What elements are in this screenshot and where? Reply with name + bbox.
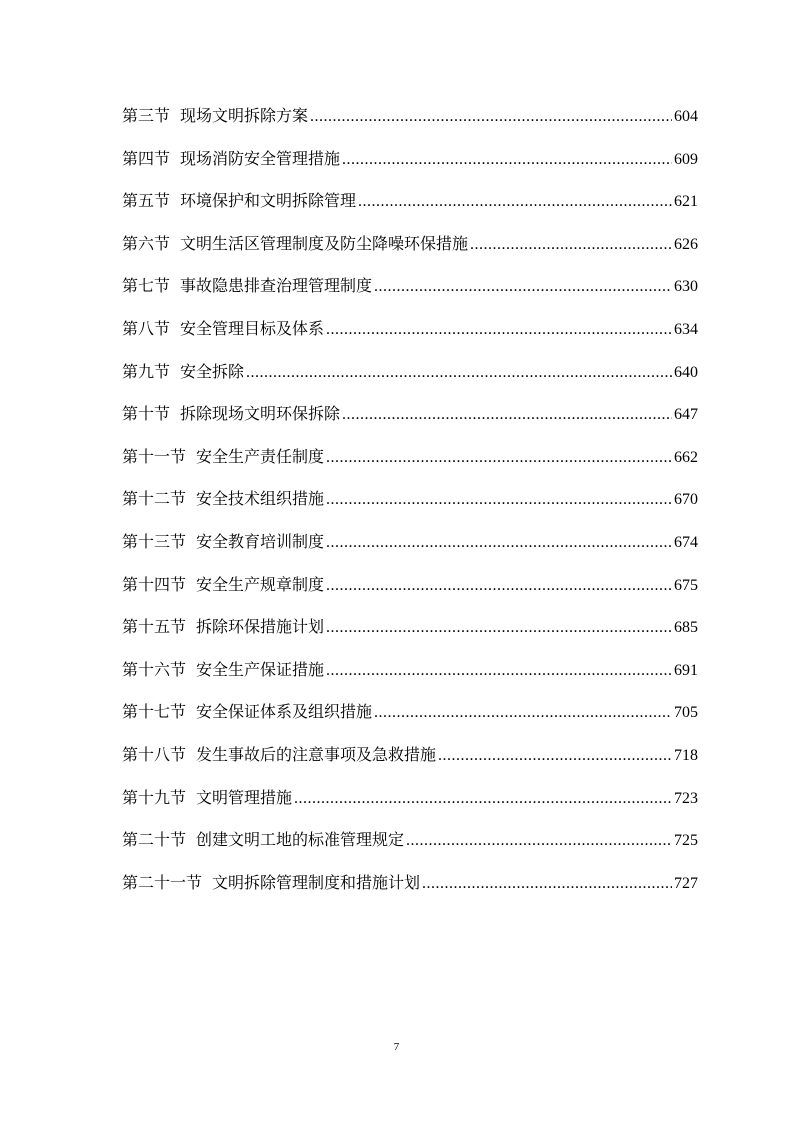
toc-section-number: 第十五节: [122, 617, 187, 637]
toc-section-title: 拆除现场文明环保拆除: [180, 404, 341, 424]
toc-section-title: 文明管理措施: [196, 787, 293, 807]
toc-section-title: 安全拆除: [180, 361, 245, 381]
toc-section-title: 安全管理目标及体系: [180, 318, 325, 338]
toc-page-number: 727: [674, 874, 698, 892]
toc-entry[interactable]: [122, 700, 698, 743]
toc-dot-leader: [246, 361, 672, 385]
toc-dot-leader: [358, 190, 672, 214]
toc-dot-leader: [406, 829, 672, 853]
toc-dot-leader: [422, 872, 672, 896]
toc-section-number: 第五节: [122, 191, 171, 211]
toc-entry[interactable]: [122, 317, 698, 360]
toc-page-number: 630: [674, 278, 698, 296]
toc-section-number: 第十九节: [122, 787, 187, 807]
toc-entry[interactable]: [122, 615, 698, 658]
toc-dot-leader: [326, 446, 672, 470]
toc-section-title: 安全教育培训制度: [196, 531, 325, 551]
toc-page-number: 718: [674, 746, 698, 764]
toc-page-number: 675: [674, 576, 698, 594]
toc-dot-leader: [438, 744, 672, 768]
toc-page-number: 723: [674, 789, 698, 807]
toc-entry[interactable]: [122, 573, 698, 616]
footer-page-number: 7: [393, 1041, 400, 1053]
toc-entry[interactable]: [122, 871, 698, 914]
toc-page-number: 662: [674, 448, 698, 466]
toc-page-number: 685: [674, 619, 698, 637]
toc-page-number: 621: [674, 193, 698, 211]
toc-dot-leader: [374, 701, 672, 725]
toc-page-number: 674: [674, 533, 698, 551]
toc-entry[interactable]: [122, 147, 698, 190]
toc-section-title: 安全生产保证措施: [196, 659, 325, 679]
toc-page-number: 691: [674, 661, 698, 679]
toc-section-title: 发生事故后的注意事项及急救措施: [196, 744, 437, 764]
toc-section-number: 第十二节: [122, 489, 187, 509]
toc-section-title: 安全生产责任制度: [196, 446, 325, 466]
toc-section-title: 安全保证体系及组织措施: [196, 702, 373, 722]
toc-section-number: 第十七节: [122, 702, 187, 722]
toc-dot-leader: [342, 148, 672, 172]
toc-page-number: 609: [674, 150, 698, 168]
toc-entry[interactable]: [122, 828, 698, 871]
toc-entry[interactable]: [122, 658, 698, 701]
toc-dot-leader: [310, 105, 672, 129]
toc-section-number: 第二十节: [122, 830, 187, 850]
toc-dot-leader: [326, 574, 672, 598]
toc-entry[interactable]: [122, 530, 698, 573]
toc-entry[interactable]: [122, 189, 698, 232]
toc-section-number: 第十四节: [122, 574, 187, 594]
toc-dot-leader: [326, 531, 672, 555]
toc-section-number: 第二十一节: [122, 872, 203, 892]
toc-entry[interactable]: [122, 232, 698, 275]
toc-section-title: 环境保护和文明拆除管理: [180, 191, 357, 211]
toc-section-number: 第三节: [122, 106, 171, 125]
toc-section-title: 安全技术组织措施: [196, 489, 325, 509]
table-of-contents: [122, 104, 698, 913]
toc-entry[interactable]: [122, 786, 698, 829]
toc-section-number: 第十三节: [122, 531, 187, 551]
toc-section-title: 文明生活区管理制度及防尘降噪环保措施: [180, 233, 469, 253]
toc-section-title: 拆除环保措施计划: [196, 617, 325, 637]
toc-entry[interactable]: [122, 487, 698, 530]
toc-dot-leader: [326, 488, 672, 512]
toc-page-number: 647: [674, 406, 698, 424]
toc-section-number: 第八节: [122, 318, 171, 338]
toc-section-number: 第十一节: [122, 446, 187, 466]
toc-section-number: 第四节: [122, 148, 171, 168]
toc-page-number: 640: [674, 363, 698, 381]
toc-section-title: 现场消防安全管理措施: [180, 148, 341, 168]
toc-entry[interactable]: [122, 104, 698, 147]
toc-dot-leader: [374, 275, 672, 299]
toc-dot-leader: [326, 659, 672, 683]
toc-dot-leader: [326, 616, 672, 640]
toc-section-title: 事故隐患排查治理管理制度: [180, 276, 373, 296]
toc-section-title: 安全生产规章制度: [196, 574, 325, 594]
toc-entry[interactable]: [122, 402, 698, 445]
toc-page-number: 725: [674, 832, 698, 850]
toc-section-number: 第十六节: [122, 659, 187, 679]
toc-section-number: 第十节: [122, 404, 171, 424]
toc-section-number: 第九节: [122, 361, 171, 381]
toc-dot-leader: [470, 233, 672, 257]
toc-section-number: 第七节: [122, 276, 171, 296]
toc-entry[interactable]: [122, 360, 698, 403]
toc-dot-leader: [342, 403, 672, 427]
toc-page-number: 705: [674, 704, 698, 722]
toc-dot-leader: [326, 318, 672, 342]
toc-page-number: 634: [674, 320, 698, 338]
toc-entry[interactable]: [122, 743, 698, 786]
toc-page-number: 626: [674, 235, 698, 253]
toc-page-number: 670: [674, 491, 698, 509]
toc-page-number: 604: [674, 108, 698, 125]
toc-section-title: 现场文明拆除方案: [180, 106, 309, 125]
toc-section-title: 创建文明工地的标准管理规定: [196, 830, 405, 850]
toc-section-number: 第六节: [122, 233, 171, 253]
toc-entry[interactable]: [122, 274, 698, 317]
toc-entry[interactable]: [122, 445, 698, 488]
toc-section-title: 文明拆除管理制度和措施计划: [212, 872, 421, 892]
toc-dot-leader: [294, 787, 672, 811]
toc-section-number: 第十八节: [122, 744, 187, 764]
